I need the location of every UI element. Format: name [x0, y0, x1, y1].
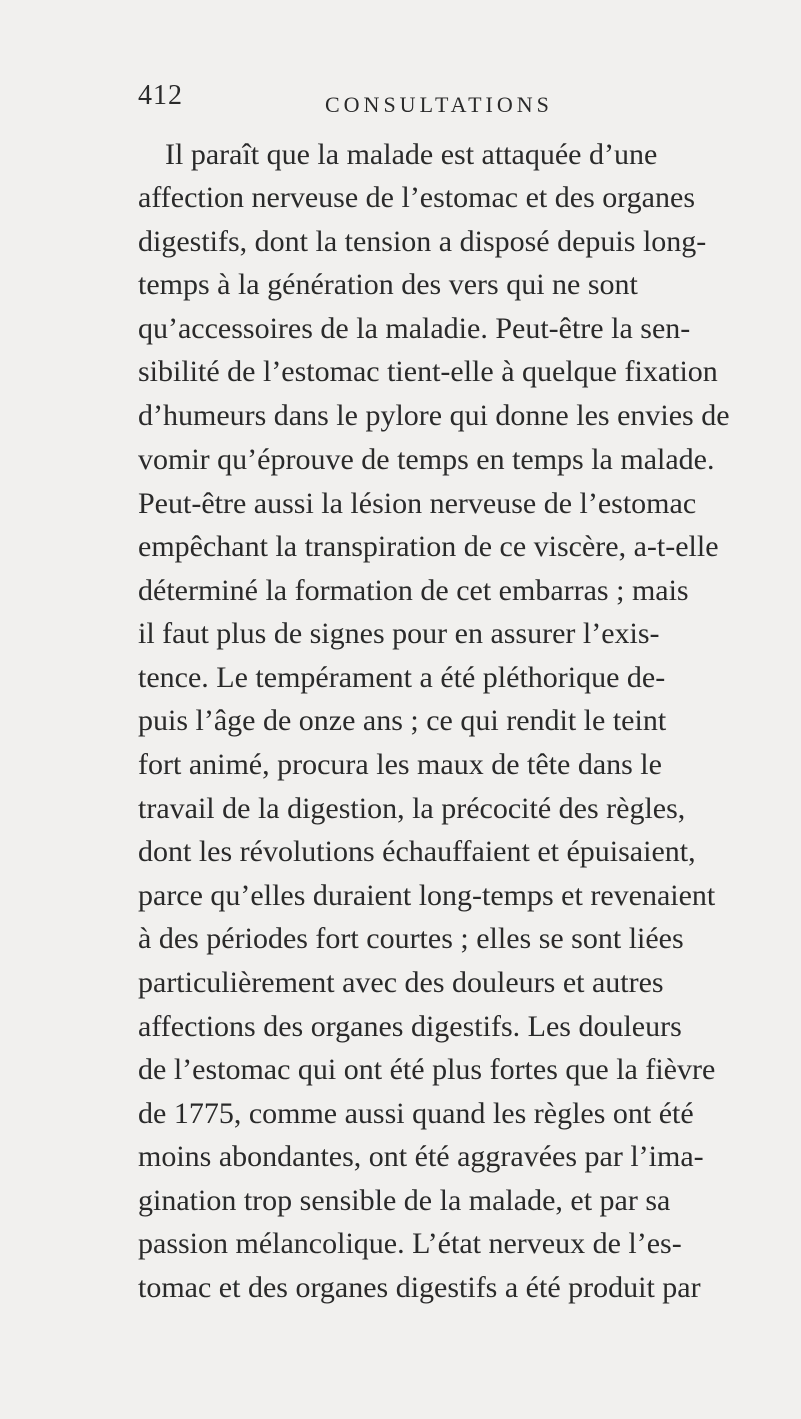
text-line: gination trop sensible de la malade, et par sa [138, 1184, 671, 1217]
text-line: particulièrement avec des douleurs et autres [138, 966, 664, 999]
text-line: tence. Le tempérament a été pléthorique de- [138, 661, 666, 694]
text-line: Peut-être aussi la lésion nerveuse de l’estomac [138, 487, 697, 520]
page-number: 412 [138, 80, 183, 111]
text-line: sibilité de l’estomac tient-elle à quelque fixation [138, 355, 718, 388]
text-line: empêchant la transpiration de ce viscère, a-t-elle [138, 530, 719, 563]
text-line: à des périodes fort courtes ; elles se sont liées [138, 922, 684, 955]
text-line: parce qu’elles duraient long-temps et revenaient [138, 879, 716, 912]
text-line: de 1775, comme aussi quand les règles ont été [138, 1097, 694, 1130]
running-head: CONSULTATIONS [325, 92, 553, 117]
text-line: affection nerveuse de l’estomac et des organes [138, 181, 695, 214]
text-line: déterminé la formation de cet embarras ; mais [138, 574, 689, 607]
text-line: passion mélancolique. L’état nerveux de l’es- [138, 1227, 682, 1260]
text-line: de l’estomac qui ont été plus fortes que la fièvre [138, 1053, 716, 1086]
text-line: Il paraît que la malade est attaquée d’une [165, 138, 658, 171]
text-line: travail de la digestion, la précocité des règles, [138, 792, 686, 825]
text-line: qu’accessoires de la maladie. Peut-être la sen- [138, 312, 691, 345]
text-line: digestifs, dont la tension a disposé depuis long- [138, 225, 707, 258]
text-line: tomac et des organes digestifs a été produit par [138, 1271, 701, 1304]
text-line: affections des organes digestifs. Les douleurs [138, 1010, 682, 1043]
text-line: temps à la génération des vers qui ne sont [138, 268, 638, 301]
text-line: il faut plus de signes pour en assurer l’exis- [138, 617, 660, 650]
text-line: d’humeurs dans le pylore qui donne les envies de [138, 399, 730, 432]
text-line: moins abondantes, ont été aggravées par l’ima- [138, 1140, 704, 1173]
text-line: puis l’âge de onze ans ; ce qui rendit le teint [138, 704, 667, 737]
text-line: dont les révolutions échauffaient et épuisaient, [138, 835, 696, 868]
text-line: fort animé, procura les maux de tête dans le [138, 748, 662, 781]
text-line: vomir qu’éprouve de temps en temps la malade. [138, 443, 715, 476]
